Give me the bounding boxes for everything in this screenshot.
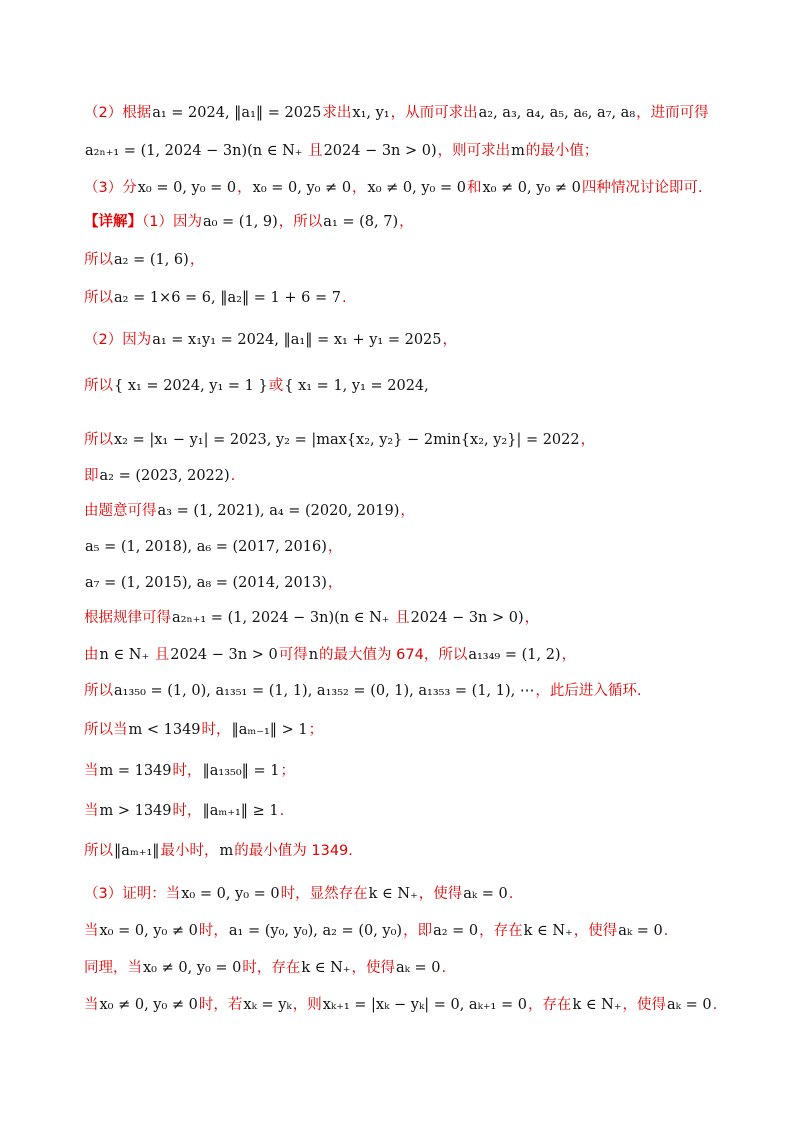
math-expression: a₀ = (1, 9): [202, 214, 278, 230]
solution-line: [84, 249, 760, 271]
solution-line: [84, 760, 760, 782]
text-segment: .: [712, 997, 718, 1013]
text-segment: 四种情况讨论即可.: [581, 180, 703, 196]
text-segment: ，使得: [351, 960, 395, 976]
text-segment: ，从而可求出: [390, 105, 478, 121]
text-segment: 由: [84, 647, 99, 663]
math-expression: xₖ₊₁ = |xₖ − yₖ| = 0, aₖ₊₁ = 0: [322, 997, 527, 1013]
text-segment: .: [341, 290, 347, 306]
math-expression: 2024 − 3n > 0): [410, 610, 524, 626]
text-segment: .: [230, 468, 236, 484]
text-segment: ，: [442, 332, 457, 348]
text-segment: 时，: [201, 722, 231, 738]
text-segment: ，: [400, 503, 415, 519]
text-segment: 且: [308, 143, 323, 159]
solution-line: [84, 607, 760, 629]
solution-line: [84, 102, 760, 124]
text-segment: .: [663, 923, 669, 939]
math-expression: aₖ = 0: [463, 886, 508, 902]
text-segment: ，使得: [622, 997, 667, 1013]
math-expression: aₖ = 0: [667, 997, 712, 1013]
text-segment: 同理，当: [84, 960, 142, 976]
text-segment: （1）因为: [142, 214, 202, 230]
solution-line: [84, 536, 760, 558]
solution-line: [84, 644, 760, 666]
text-segment: 当: [84, 923, 99, 939]
math-expression: m: [511, 143, 525, 159]
text-segment: 时，: [198, 923, 228, 939]
solution-line: [84, 883, 760, 905]
math-expression: x₀ = 0, y₀ = 0: [137, 180, 237, 196]
math-expression: k ∈ N₊: [572, 997, 622, 1013]
math-expression: ‖a₁₃₅₀‖ = 1: [202, 763, 280, 779]
text-segment: ，: [189, 252, 205, 268]
text-segment: ，使得: [418, 886, 463, 902]
math-expression: x₀ ≠ 0, y₀ = 0: [143, 960, 242, 976]
math-expression: a₇ = (1, 2015), a₈ = (2014, 2013): [85, 575, 327, 591]
text-segment: ，进而可得: [636, 105, 709, 121]
solution-line: [84, 375, 760, 397]
math-expression: xₖ = yₖ: [243, 997, 292, 1013]
text-segment: ，即: [403, 923, 433, 939]
math-expression: a₂ = (2023, 2022): [99, 468, 230, 484]
solution-line: [84, 800, 760, 822]
text-segment: 根据规律可得: [84, 610, 171, 626]
text-segment: ，: [237, 180, 252, 196]
text-segment: ，: [580, 432, 596, 448]
math-expression: a₃ = (1, 2021), a₄ = (2020, 2019): [157, 503, 400, 519]
math-expression: x₀ ≠ 0, y₀ = 0: [367, 180, 466, 196]
text-segment: 所以: [84, 843, 113, 859]
solution-line: [84, 680, 760, 702]
text-segment: 且: [395, 610, 410, 626]
text-segment: （3）证明：当: [84, 886, 181, 902]
solution-line: [84, 719, 760, 741]
math-expression: x₀ = 0, y₀ ≠ 0: [99, 923, 198, 939]
text-segment: 所以: [84, 432, 113, 448]
math-expression: k ∈ N₊: [301, 960, 351, 976]
text-segment: 当: [84, 763, 99, 779]
text-segment: 所以: [84, 290, 113, 306]
math-expression: a₁ = 2024, ‖a₁‖ = 2025: [152, 105, 322, 121]
text-segment: 的最小值为 1349.: [234, 843, 353, 859]
solution-line: [84, 140, 760, 162]
text-segment: 和: [466, 180, 482, 196]
math-expression: { x₁ = 2024, y₁ = 1 }: [114, 378, 268, 394]
solution-line: [84, 465, 760, 487]
text-segment: ，存在: [527, 997, 572, 1013]
math-expression: n ∈ N₊: [99, 647, 154, 663]
text-segment: （2）根据: [84, 105, 152, 121]
text-segment: ，: [561, 647, 577, 663]
math-expression: m: [219, 843, 234, 859]
math-expression: x₀ = 0, y₀ = 0: [181, 886, 280, 902]
text-segment: ，使得: [573, 923, 618, 939]
solution-line: [84, 920, 760, 942]
math-expression: m > 1349: [99, 803, 172, 819]
math-expression: aₖ = 0: [396, 960, 441, 976]
solution-line: [84, 957, 760, 979]
text-segment: 可得: [278, 647, 308, 663]
text-segment: ；: [280, 763, 296, 779]
math-expression: x₂ = |x₁ − y₁| = 2023, y₂ = |max{x₂, y₂} − 2min{x₂, y₂}| = 2022: [114, 432, 580, 448]
text-segment: 所以当: [84, 722, 128, 738]
math-expression: a₂ = 0: [433, 923, 479, 939]
text-segment: .: [508, 886, 514, 902]
text-segment: （3）分: [84, 180, 137, 196]
math-expression: ‖aₘ₊₁‖ ≥ 1: [202, 803, 279, 819]
text-segment: ，: [327, 539, 343, 555]
text-segment: 时，存在: [242, 960, 301, 976]
math-expression: aₖ = 0: [618, 923, 663, 939]
solution-line: [84, 994, 760, 1016]
math-expression: ‖aₘ₊₁‖: [114, 843, 160, 859]
text-segment: 的最大值为 674，所以: [319, 647, 468, 663]
text-segment: 当: [84, 803, 99, 819]
text-segment: ，所以: [278, 214, 323, 230]
text-segment: 且: [154, 647, 170, 663]
math-expression: { x₁ = 1, y₁ = 2024,: [284, 378, 429, 394]
text-segment: ；: [308, 722, 324, 738]
solution-line: [84, 500, 760, 522]
math-expression: 2024 − 3n > 0: [170, 647, 278, 663]
math-expression: a₁₃₅₀ = (1, 0), a₁₃₅₁ = (1, 1), a₁₃₅₂ = (0, 1), a₁₃₅₃ = (1, 1), ⋯: [114, 683, 535, 699]
math-expression: x₁, y₁: [352, 105, 390, 121]
math-expression: k ∈ N₊: [523, 923, 573, 939]
text-segment: ，: [524, 610, 540, 626]
math-expression: a₂ = 1×6 = 6, ‖a₂‖ = 1 + 6 = 7: [114, 290, 341, 306]
text-segment: ，则可求出: [437, 143, 511, 159]
math-expression: a₂ₙ₊₁ = (1, 2024 − 3n)(n ∈ N₊: [85, 143, 308, 159]
math-expression: 2024 − 3n > 0): [323, 143, 437, 159]
math-expression: a₂ₙ₊₁ = (1, 2024 − 3n)(n ∈ N₊: [172, 610, 395, 626]
text-segment: .: [441, 960, 447, 976]
text-segment: ，: [352, 180, 367, 196]
math-expression: a₂, a₃, a₄, a₅, a₆, a₇, a₈: [478, 105, 636, 121]
math-expression: x₀ ≠ 0, y₀ ≠ 0: [482, 180, 581, 196]
text-segment: 求出: [322, 105, 352, 121]
solution-line: [84, 329, 760, 351]
math-expression: a₂ = (1, 6): [114, 252, 189, 268]
text-segment: 所以: [84, 252, 113, 268]
math-expression: a₁₃₄₉ = (1, 2): [468, 647, 561, 663]
math-expression: a₅ = (1, 2018), a₆ = (2017, 2016): [85, 539, 327, 555]
solution-line: [84, 211, 760, 233]
math-expression: a₁ = (y₀, y₀), a₂ = (0, y₀): [228, 923, 403, 939]
solution-line: [84, 177, 760, 199]
text-segment: 时，: [172, 763, 202, 779]
math-expression: a₁ = x₁y₁ = 2024, ‖a₁‖ = x₁ + y₁ = 2025: [152, 332, 442, 348]
solution-line: [84, 572, 760, 594]
math-expression: m < 1349: [128, 722, 201, 738]
math-expression: x₀ = 0, y₀ ≠ 0: [252, 180, 352, 196]
math-expression: n: [308, 647, 319, 663]
text-segment: 所以: [84, 378, 113, 394]
text-segment: ，存在: [479, 923, 523, 939]
text-segment: ，: [399, 214, 414, 230]
math-expression: a₁ = (8, 7): [323, 214, 399, 230]
text-segment: 时，: [172, 803, 202, 819]
text-segment: 当: [84, 997, 99, 1013]
text-segment: ，则: [292, 997, 322, 1013]
text-segment: ，: [327, 575, 343, 591]
text-segment: 由题意可得: [84, 503, 157, 519]
text-segment: 时，显然存在: [280, 886, 368, 902]
text-segment: 时，若: [198, 997, 243, 1013]
text-segment: .: [279, 803, 285, 819]
text-segment: 即: [84, 468, 99, 484]
text-segment: 所以: [84, 683, 113, 699]
math-expression: k ∈ N₊: [368, 886, 418, 902]
text-segment: （2）因为: [84, 332, 152, 348]
text-segment: 或: [268, 378, 284, 394]
text-segment: 的最小值；: [525, 143, 599, 159]
math-expression: x₀ ≠ 0, y₀ ≠ 0: [99, 997, 198, 1013]
solution-line: [84, 287, 760, 309]
text-segment: 【详解】: [84, 214, 142, 230]
text-segment: ，此后进入循环.: [535, 683, 642, 699]
text-segment: 最小时，: [160, 843, 219, 859]
solution-line: [84, 429, 760, 451]
math-expression: ‖aₘ₋₁‖ > 1: [231, 722, 308, 738]
math-expression: m = 1349: [99, 763, 172, 779]
solution-line: [84, 840, 760, 862]
